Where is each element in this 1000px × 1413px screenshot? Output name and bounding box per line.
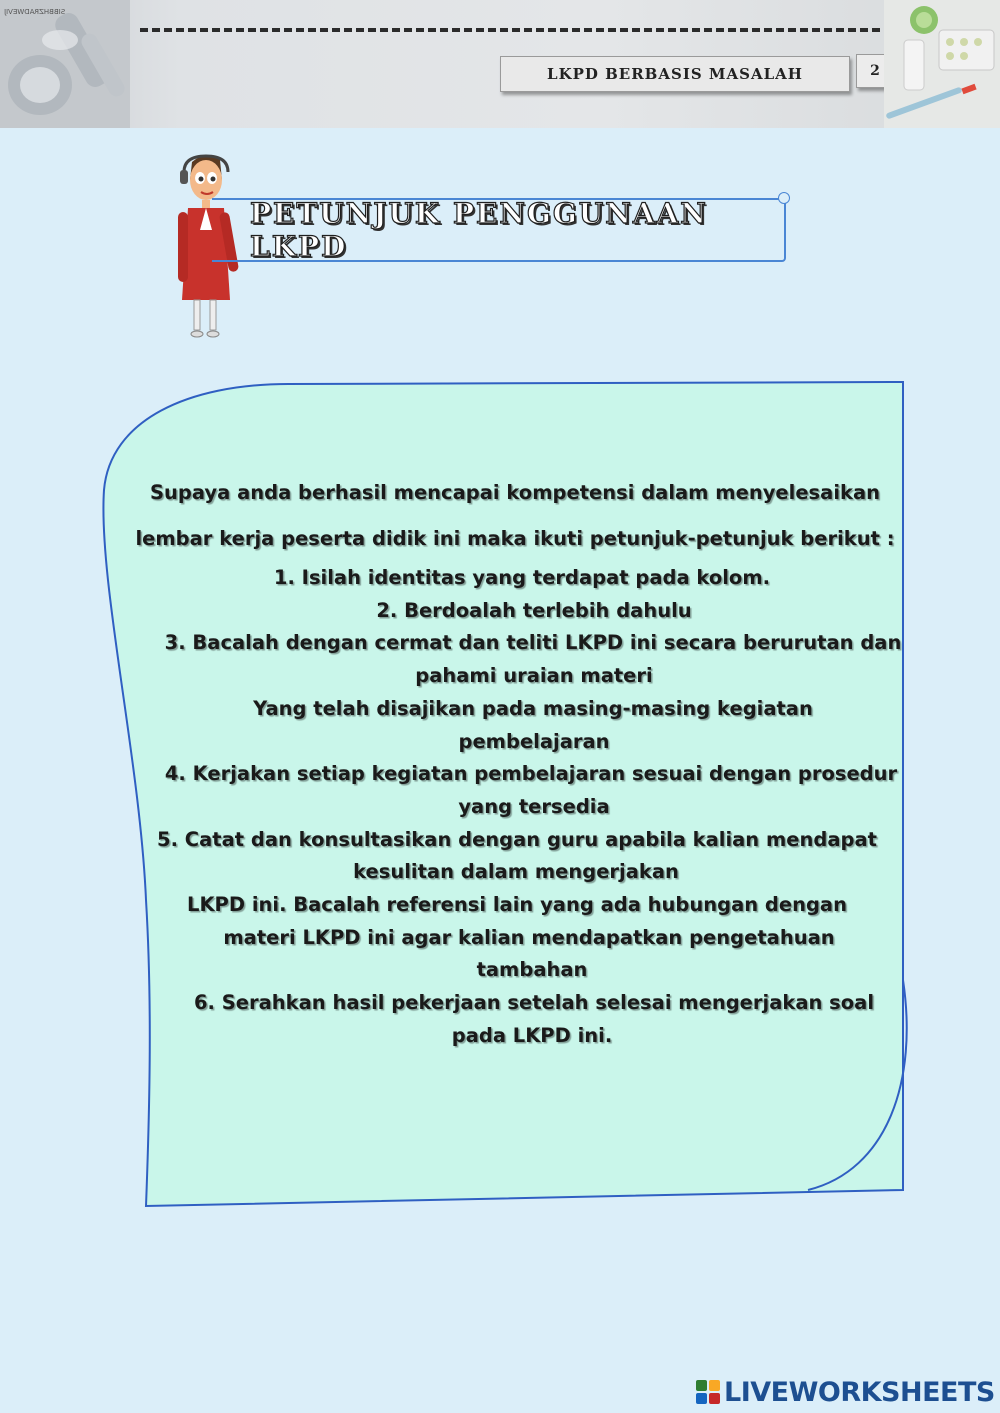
step-line: tambahan [476, 958, 588, 982]
page-title: PETUNJUK PENGGUNAAN LKPD [250, 197, 708, 263]
intro-line: lembar kerja peserta didik ini maka ikuti petunjuk-petunjuk berikut : [135, 527, 895, 550]
instruction-content [110, 470, 920, 1053]
dashed-divider [140, 28, 892, 32]
step-line: 5. Catat dan konsultasikan dengan guru apabila kalian mendapat [157, 827, 877, 851]
step-line: pada LKPD ini. [451, 1023, 613, 1047]
step-line: materi LKPD ini agar kalian mendapatkan pengetahuan [223, 925, 835, 949]
step-line: 2. Berdoalah terlebih dahulu [376, 598, 692, 622]
page-header [0, 0, 1000, 128]
intro-text [110, 470, 920, 562]
step-line: yang tersedia [458, 794, 610, 818]
step-line: 3. Bacalah dengan cermat dan teliti LKPD ini secara berurutan dan [164, 631, 902, 655]
step-line: 1. Isilah identitas yang terdapat pada kolom. [273, 566, 771, 589]
intro-line: Supaya anda berhasil mencapai kompetensi dalam menyelesaikan [149, 481, 881, 504]
instruction-steps [110, 562, 920, 1053]
mirrored-watermark: SIBBHZRADWEVIJ [4, 8, 66, 16]
header-label-box [500, 56, 850, 92]
step-line: Yang telah disajikan pada masing-masing kegiatan [253, 696, 813, 720]
liveworksheets-logo[interactable] [696, 1376, 995, 1408]
step-line: 6. Serahkan hasil pekerjaan setelah selesai mengerjakan soal [193, 991, 875, 1015]
step-line: 4. Kerjakan setiap kegiatan pembelajaran sesuai dengan prosedur [164, 762, 898, 786]
header-label: LKPD BERBASIS MASALAH [547, 65, 803, 83]
lab-equipment-image [0, 0, 130, 128]
liveworksheets-logo-icon [696, 1380, 720, 1404]
step-line: pembelajaran [458, 729, 610, 753]
page-number: 2 [870, 63, 880, 79]
step-line: kesulitan dalam mengerjakan [353, 860, 679, 884]
medicine-image [884, 0, 1000, 128]
logo-wordmark: LIVEWORKSHEETS [724, 1376, 995, 1408]
step-line: pahami uraian materi [415, 664, 653, 688]
title-banner [212, 198, 786, 262]
banner-pin-icon [778, 192, 790, 204]
step-line: LKPD ini. Bacalah referensi lain yang ada hubungan dengan [187, 893, 847, 917]
